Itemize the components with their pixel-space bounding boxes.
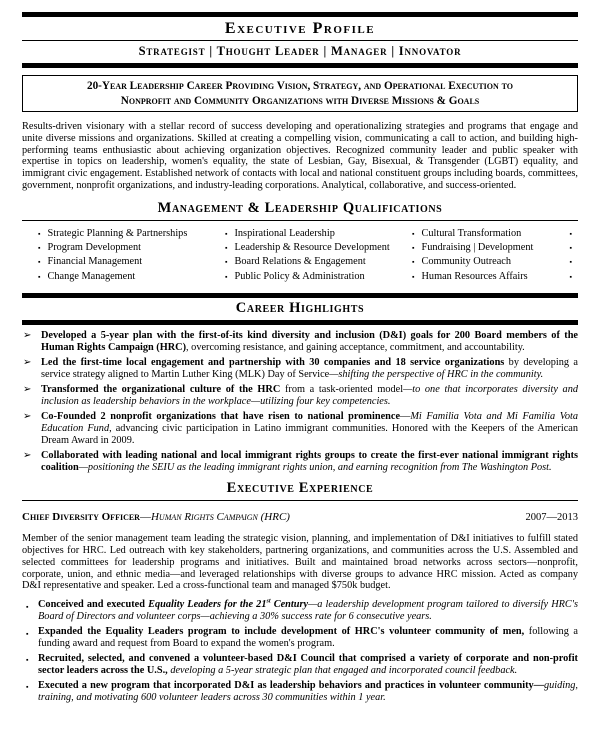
qualification-label: Public Policy & Administration [234,270,365,282]
square-bullet-icon: ▪ [26,629,29,638]
qualification-item [225,241,415,255]
qualifications-column-2 [225,227,415,285]
qualification-item [412,255,543,269]
square-bullet-icon: ▪ [26,683,29,692]
square-bullet-icon: ▪ [569,229,572,238]
qualification-item [543,241,572,255]
square-bullet-icon: ▪ [225,272,228,281]
job-title-line [22,507,290,525]
experience-bullet-text: Expanded the Equality Leaders program to include development of HRC's volunteer community of men, following a funding award and request from Board to expand the women's program. [38,626,578,649]
square-bullet-icon: ▪ [225,258,228,267]
qualifications-columns [22,227,578,285]
square-bullet-icon: ▪ [412,272,415,281]
arrow-bullet-icon: ➢ [23,410,32,422]
banner-line-1: 20-Year Leadership Career Providing Vision, Strategy, and Operational Execution to [86,80,513,92]
highlight-item [22,357,578,381]
square-bullet-icon: ▪ [569,258,572,267]
square-bullet-icon: ▪ [569,243,572,252]
qualification-item [38,270,228,284]
qualification-item [38,255,228,269]
qualification-item [543,270,572,284]
experience-bullet [22,653,578,677]
highlight-text: Collaborated with leading national and local immigrant rights groups to create the first-ever national immigrant rights coalition—positioning the SEIU as the leading immigrant rights union, and earning recognition from The Washington Post. [41,449,578,473]
highlights-bottom-divider [22,320,578,325]
qualification-label: Program Development [47,241,141,253]
square-bullet-icon: ▪ [225,229,228,238]
qualification-label: Board Relations & Engagement [234,256,366,268]
qualification-item [412,227,543,241]
company-name: Human Rights Campaign (HRC) [150,511,290,524]
arrow-bullet-icon: ➢ [23,383,32,395]
section-title-highlights: Career Highlights [235,300,365,317]
qualification-item [543,227,572,241]
highlight-text: Led the first-time local engagement and partnership with 30 companies and 18 service organizations by developing a service strategy aligned to Martin Luther King (MLK) Day of Service—shifting the perspective of HRC in the community. [41,357,578,380]
arrow-bullet-icon: ➢ [23,357,32,369]
experience-bullet-text: Conceived and executed Equality Leaders for the 21st Century—a leadership development program tailored to diversify HRC's Board of Directors and volunteer corps—achieving a 30% success rate for 6 consecutive years. [38,597,579,623]
square-bullet-icon: ▪ [38,258,41,267]
qualification-item [38,241,228,255]
square-bullet-icon: ▪ [569,272,572,281]
experience-bullet-text: Recruited, selected, and convened a volunteer-based D&I Council that comprised a variety of corporate and non-profit sector leaders across the U.S., developing a 5-year strategic plan that engaged and incorporated council feedback. [38,652,578,676]
qualification-item [412,241,543,255]
banner-line-2: Nonprofit and Community Organizations with Diverse Missions & Goals [120,94,480,107]
square-bullet-icon: ▪ [412,229,415,238]
qualification-item [225,255,415,269]
qualification-label: Human Resources Affairs [421,270,528,282]
highlight-item [22,330,578,354]
job-role: Chief Diversity Officer [22,511,140,524]
square-bullet-icon: ▪ [38,229,41,238]
qualification-label: Community Outreach [421,256,511,268]
qualifications-trailing-bullets [543,227,578,285]
job-description: Member of the senior management team leading the strategic vision, planning, and implementation of D&I initiatives to fulfill stated objectives for HRC. Led outreach with key stakeholders, partnering organizations, and communities across the U.S. Assembled and selected committees for leadership programs and initiatives. Built and maintained broad networks across sectors—nonprofit, corporate, union, and ethnic media—and leveraged relationships with diverse groups to advance HRC mission. Acted as company D&I representative and speaker. Led a cross-functional team and managed $750k budget. [22,533,578,592]
highlight-text: Transformed the organizational culture of the HRC from a task-oriented model—to one that incorporates diversity and inclusion as leadership behaviors in the workplace—utilizing four key competencies. [41,383,579,407]
qualification-item [412,270,543,284]
qualification-label: Cultural Transformation [421,227,522,239]
qualifications-column-1 [38,227,228,285]
qualification-label: Inspirational Leadership [234,227,335,239]
qualification-item [225,270,415,284]
square-bullet-icon: ▪ [38,243,41,252]
square-bullet-icon: ▪ [412,243,415,252]
profile-summary: Results-driven visionary with a stellar record of success developing and operationalizing strategies and programs that engage and unite diverse missions and organizations. Skilled at creating a compelling vision, communicating a call to action, and building high-performing teams enthusiastic about achieving organization objectives. Recognized community leader and public speaker with expertise in topics on leadership, women's equality, the state of Lesbian, Gay, Bisexual, & Transgender (LGBT) equality, and immigrant civic engagement. Established network of contacts with local and national constituent groups including boards, committees, government, nonprofit organizations, and industry-leading corporations. Analytical, collaborative, and success-oriented. [22,121,578,191]
highlight-item [22,411,578,447]
job-dates: 2007—2013 [525,512,578,524]
qualification-label: Leadership & Resource Development [234,241,390,253]
subtitle-divider [22,63,578,68]
experience-bullet [22,626,578,650]
experience-bullet-text: Executed a new program that incorporated D&I as leadership behaviors and practices in volunteer community—guiding, training, and motivating 600 volunteer leaders across 30 communities within 1 year. [38,679,578,703]
experience-bullets-list [22,599,578,704]
job-header [22,507,578,525]
job-dash: — [139,511,151,524]
qualification-label: Change Management [47,270,136,282]
arrow-bullet-icon: ➢ [23,330,32,342]
highlight-item [22,384,578,408]
page-subtitle: Strategist | Thought Leader | Manager | Innovator [138,44,462,58]
career-highlights-list [22,330,578,473]
arrow-bullet-icon: ➢ [23,449,32,461]
highlight-text: Developed a 5-year plan with the first-of-its kind diversity and inclusion (D&I) goals for 200 Board members of the Human Rights Campaign (HRC), overcoming resistance, and gaining acceptance, commitment, and accountability. [41,330,578,354]
qualification-label: Strategic Planning & Partnerships [47,227,188,239]
highlight-text: Co-Founded 2 nonprofit organizations that have risen to national prominence—Mi Familia Vota and Mi Familia Vota Education Fund, advancing civic participation in Latino immigrant communities. Honored with the Keepers of the American Dream Award in 2009. [41,410,578,446]
qualifications-column-3 [412,227,543,285]
qualification-item [543,255,572,269]
page-title: Executive Profile [224,20,376,37]
square-bullet-icon: ▪ [412,258,415,267]
square-bullet-icon: ▪ [225,243,228,252]
square-bullet-icon: ▪ [26,602,29,611]
square-bullet-icon: ▪ [38,272,41,281]
highlight-item [22,450,578,474]
qualification-label: Financial Management [47,256,143,268]
qualification-item [225,227,415,241]
career-banner [22,75,578,112]
qualification-label: Fundraising | Development [421,241,534,253]
section-title-experience: Executive Experience [22,480,578,501]
experience-bullet [22,599,578,623]
qualification-item [38,227,228,241]
experience-bullet [22,680,578,704]
section-title-qualifications: Management & Leadership Qualifications [22,200,578,221]
square-bullet-icon: ▪ [26,656,29,665]
